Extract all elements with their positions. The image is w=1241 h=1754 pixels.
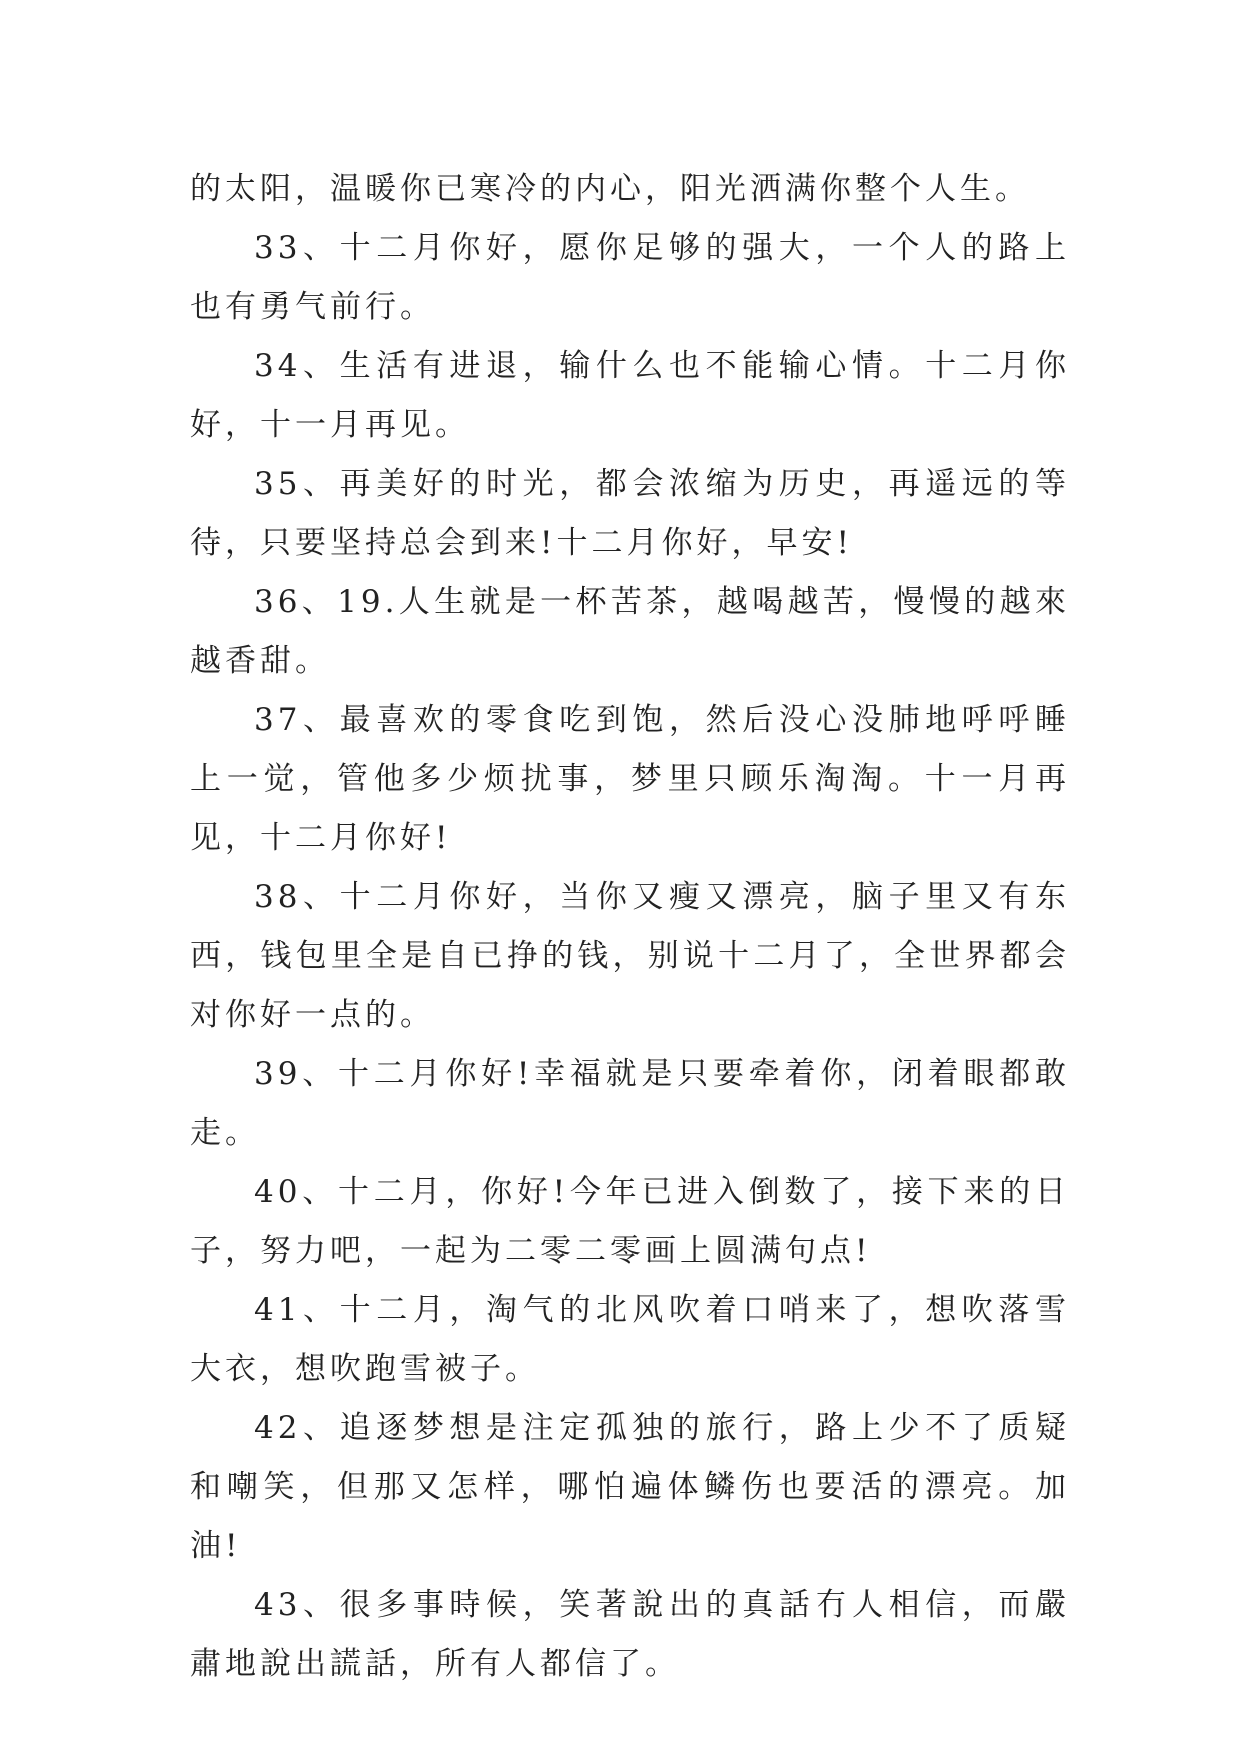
paragraph-39: 39、十二月你好!幸福就是只要牵着你，闭着眼都敢走。	[190, 1056, 1070, 1151]
paragraph-35: 35、再美好的时光，都会浓缩为历史，再遥远的等待，只要坚持总会到来!十二月你好，早安!	[190, 466, 1070, 561]
paragraph-40: 40、十二月，你好!今年已进入倒数了，接下来的日子，努力吧，一起为二零二零画上圆满句点!	[190, 1174, 1070, 1269]
paragraph-37: 37、最喜欢的零食吃到饱，然后没心没肺地呼呼睡上一觉，管他多少烦扰事，梦里只顾乐淘淘。十一月再见，十二月你好!	[190, 702, 1070, 856]
paragraph-33: 33、十二月你好，愿你足够的强大，一个人的路上也有勇气前行。	[190, 230, 1070, 325]
paragraph-41: 41、十二月，淘气的北风吹着口哨来了，想吹落雪大衣，想吹跑雪被子。	[190, 1292, 1070, 1387]
paragraph-42: 42、追逐梦想是注定孤独的旅行，路上少不了质疑和嘲笑，但那又怎样，哪怕遍体鳞伤也要活的漂亮。加油!	[190, 1410, 1070, 1564]
paragraph-continuation: 的太阳，温暖你已寒冷的内心，阳光洒满你整个人生。	[190, 171, 1030, 207]
paragraph-36: 36、19.人生就是一杯苦茶，越喝越苦，慢慢的越來越香甜。	[190, 584, 1070, 679]
document-body	[190, 160, 1070, 1694]
paragraph-34: 34、生活有进退，输什么也不能输心情。十二月你好，十一月再见。	[190, 348, 1070, 443]
paragraph-38: 38、十二月你好，当你又瘦又漂亮，脑子里又有东西，钱包里全是自已挣的钱，别说十二月了，全世界都会对你好一点的。	[190, 879, 1070, 1033]
paragraph-43: 43、很多事時候，笑著說出的真話冇人相信，而嚴肅地說出謊話，所有人都信了。	[190, 1587, 1070, 1682]
